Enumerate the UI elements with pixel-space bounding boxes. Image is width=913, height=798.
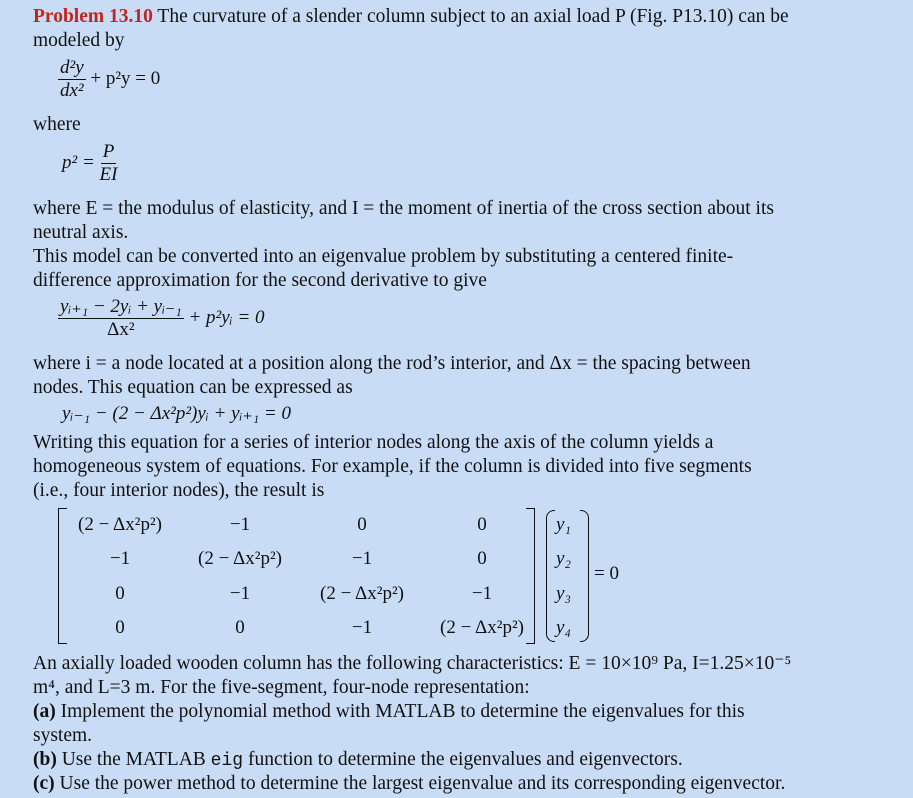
part-a-line-2: system.: [33, 725, 93, 746]
equation-2: p² = $\frac{P}{EI}$: [62, 141, 118, 185]
eig-code: eig: [210, 751, 244, 771]
part-c-label: (c): [33, 773, 55, 794]
part-c-line: (c) Use the power method to determine the largest eigenvalue and its corresponding eigenvector.: [33, 773, 786, 794]
matrix-cell: 0: [235, 617, 245, 638]
problem-number: Problem 13.10: [33, 6, 153, 27]
matrix-cell: 0: [357, 514, 367, 535]
equation-4: yᵢ₋₁ − (2 − Δx²p²)yᵢ + yᵢ₊₁ = 0: [62, 403, 292, 424]
part-b-label: (b): [33, 749, 57, 770]
matrix-cell: 0: [115, 617, 125, 638]
equation-1: $\frac{\text{d²y}}{\text{dx²}}$ + p²y = 0: [60, 57, 161, 101]
column-line-1: An axially loaded wooden column has the following characteristics: E = 10×10⁹ Pa, I=1.25×10⁻⁵: [33, 653, 792, 674]
matrix-cell: (2 − Δx²p²): [78, 514, 162, 535]
equation-3: $\frac{\text{yᵢ₊₁ − 2yᵢ + yᵢ₋₁}}{\text{Δx²}}$ + p²yᵢ = 0: [60, 296, 265, 340]
vector-entry: y₃: [556, 583, 572, 604]
series-line-3: (i.e., four interior nodes), the result is: [33, 480, 325, 501]
matrix-cell: (2 − Δx²p²): [440, 617, 524, 638]
where-label-1: where: [33, 114, 81, 135]
matrix-cell: 0: [115, 583, 125, 604]
series-line-1: Writing this equation for a series of interior nodes along the axis of the column yields a: [33, 432, 714, 453]
where-definition-line-2: neutral axis.: [33, 222, 129, 243]
matrix-cell: −1: [109, 548, 131, 569]
equals-zero: = 0: [594, 563, 619, 584]
part-b-line: (b) Use the MATLAB eig function to determine the eigenvalues and eigenvectors.: [33, 749, 683, 771]
matrix-cell: −1: [471, 583, 493, 604]
vector-entry: y₁: [556, 514, 572, 535]
where-node-line-1: where i = a node located at a position along the rod’s interior, and Δx = the spacing between: [33, 353, 751, 374]
vector-entry: y₄: [556, 617, 572, 638]
intro-line-2: modeled by: [33, 30, 125, 51]
part-a-label: (a): [33, 701, 56, 722]
part-a-line-1: (a) Implement the polynomial method with MATLAB to determine the eigenvalues for this: [33, 701, 745, 722]
matrix-cell: 0: [477, 548, 487, 569]
model-line-2: difference approximation for the second derivative to give: [33, 270, 487, 291]
intro-line-1: Problem 13.10 The curvature of a slender column subject to an axial load P (Fig. P13.10) can be: [33, 6, 789, 27]
series-line-2: homogeneous system of equations. For example, if the column is divided into five segments: [33, 456, 752, 477]
matrix-cell: −1: [229, 514, 251, 535]
matrix-cell: (2 − Δx²p²): [320, 583, 404, 604]
vector-entry: y₂: [556, 548, 572, 569]
column-line-2: m⁴, and L=3 m. For the five-segment, four-node representation:: [33, 677, 530, 698]
matrix-cell: −1: [351, 617, 373, 638]
model-line-1: This model can be converted into an eigenvalue problem by substituting a centered finite-: [33, 246, 734, 267]
matrix-cell: (2 − Δx²p²): [198, 548, 282, 569]
matrix-cell: 0: [477, 514, 487, 535]
where-node-line-2: nodes. This equation can be expressed as: [33, 377, 353, 398]
where-definition-line-1: where E = the modulus of elasticity, and I = the moment of inertia of the cross section about its: [33, 198, 774, 219]
matrix-cell: −1: [351, 548, 373, 569]
matrix-cell: −1: [229, 583, 251, 604]
